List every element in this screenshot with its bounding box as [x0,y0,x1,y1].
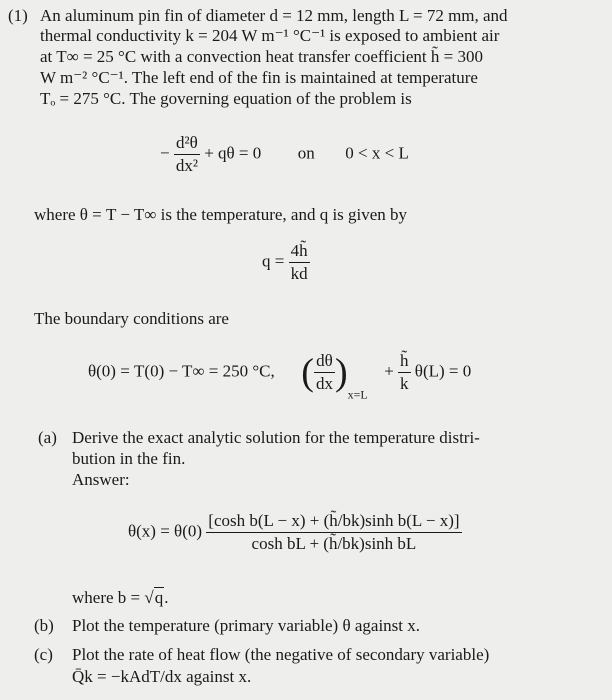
part-c-label: (c) [34,645,53,664]
fraction-numerator: d²θ [174,132,200,155]
boundary-conditions [88,350,471,405]
on-word: on [297,143,315,163]
where-theta-text: where θ = T − T∞ is the temperature, and q is given by [34,205,408,224]
where-b-prefix: where b = [72,588,141,607]
problem-number: (1) [8,6,28,25]
q-definition [262,240,310,285]
left-paren: ( [301,351,314,394]
q-numerator: 4h̃ [289,240,310,263]
solution-lhs: θ(x) = θ(0) [128,521,203,541]
answer-label: Answer: [72,470,130,489]
bc-left: θ(0) = T(0) − T∞ = 250 °C, [88,361,275,381]
q-denominator: kd [290,264,308,283]
part-b-text: Plot the temperature (primary variable) θ against x. [72,616,421,635]
solution-numerator: [cosh b(L − x) + (h̃/bk)sinh b(L − x)] [206,510,461,533]
equation-rest: + qθ = 0 [204,143,262,163]
part-c-text-1: Plot the rate of heat flow (the negative of secondary variable) [72,645,490,664]
q-lhs: q = [262,251,285,271]
where-b-suffix: . [164,588,169,607]
sqrt-radicand: q [154,588,164,607]
sqrt-symbol: √ [144,588,154,607]
bc-eval-subscript: x=L [347,387,368,402]
part-a-text-2: bution in the fin. [72,449,186,468]
bc-right: θ(L) = 0 [414,361,472,381]
bc-intro-text: The boundary conditions are [34,309,229,328]
bc-coef-fraction [398,350,411,395]
fraction-denominator: dx² [175,156,198,175]
part-b-label: (b) [34,616,54,635]
bc-coef-numerator: h̃ [398,350,411,373]
governing-equation [160,132,409,177]
bc-deriv-numerator: dθ [314,350,335,373]
solution-denominator: cosh bL + (h̃/bk)sinh bL [251,534,417,553]
bc-derivative-fraction [314,350,335,395]
bc-coef-denominator: k [400,374,409,393]
intro-line-2: thermal conductivity k = 204 W m⁻¹ °C⁻¹ is exposed to ambient air [40,26,500,45]
intro-line-1: An aluminum pin fin of diameter d = 12 mm, length L = 72 mm, and [40,6,508,25]
second-derivative-fraction [174,132,200,177]
domain-range: 0 < x < L [345,143,409,163]
part-a-text-1: Derive the exact analytic solution for the temperature distri- [72,428,480,447]
solution-fraction [206,510,461,555]
minus-sign: − [160,143,170,163]
bc-plus: + [384,361,394,381]
where-b-definition [72,588,168,608]
q-fraction [289,240,310,285]
intro-line-3: at T∞ = 25 °C with a convection heat transfer coefficient h̃ = 300 [40,47,483,66]
part-c-text-2: Q̄k = −kAdT/dx against x. [72,667,252,686]
intro-line-5: Tₒ = 275 °C. The governing equation of the problem is [40,89,412,108]
right-paren: ) [334,351,348,394]
intro-line-4: W m⁻² °C⁻¹. The left end of the fin is maintained at temperature [40,68,478,87]
part-a-label: (a) [38,428,57,447]
solution-equation [128,510,462,555]
bc-deriv-denominator: dx [315,374,333,393]
